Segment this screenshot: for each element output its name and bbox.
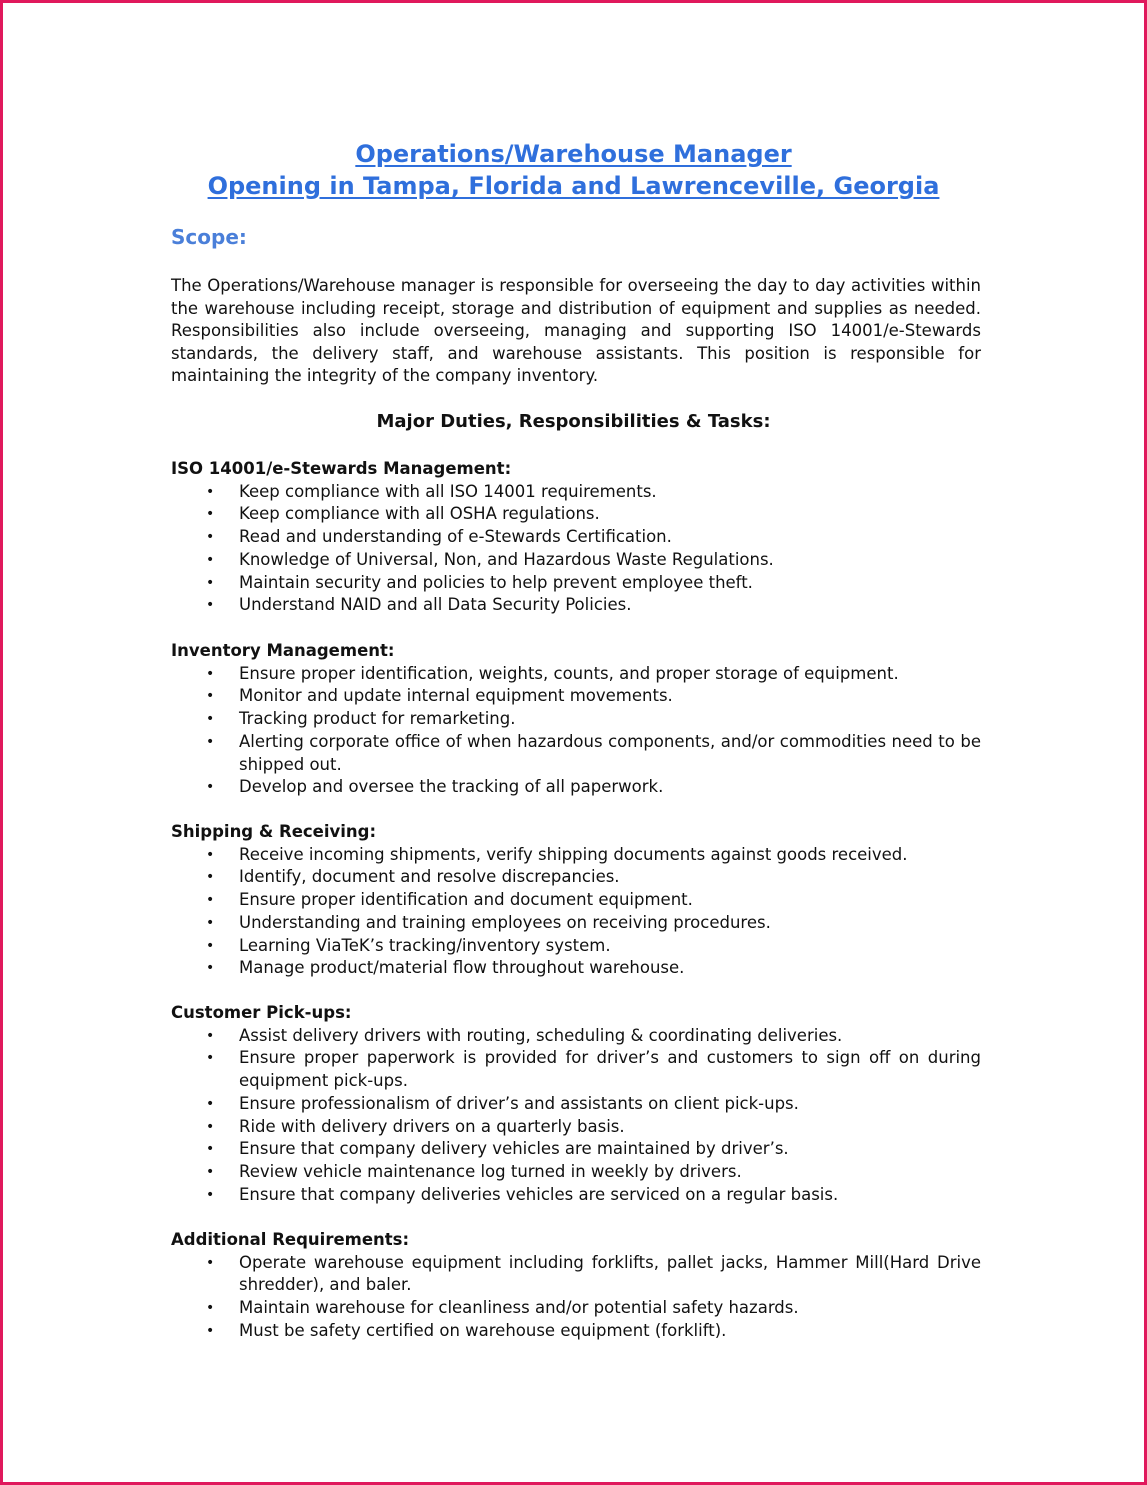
bullet-icon: • bbox=[206, 914, 215, 931]
list-item bbox=[171, 594, 981, 617]
bullet-icon: • bbox=[206, 869, 215, 886]
list-item-text: Ride with delivery drivers on a quarterly basis. bbox=[239, 1116, 625, 1136]
list-item-text: Keep compliance with all ISO 14001 requirements. bbox=[239, 481, 657, 501]
bullet-icon: • bbox=[206, 1163, 215, 1180]
list-item bbox=[171, 866, 981, 889]
list-item-text: Ensure that company deliveries vehicles are serviced on a regular basis. bbox=[239, 1184, 839, 1204]
scope-heading: Scope: bbox=[171, 225, 247, 249]
list-item-text: Identify, document and resolve discrepancies. bbox=[239, 867, 620, 887]
list-item-text: Monitor and update internal equipment movements. bbox=[239, 686, 673, 706]
bullet-icon: • bbox=[206, 892, 215, 909]
bullet-icon: • bbox=[206, 779, 215, 796]
bullet-icon: • bbox=[206, 937, 215, 954]
list-item-text: Must be safety certified on warehouse equipment (forklift). bbox=[239, 1320, 727, 1340]
section-title: Additional Requirements: bbox=[171, 1230, 410, 1249]
bullet-icon: • bbox=[206, 1300, 215, 1317]
list-item bbox=[171, 1184, 981, 1207]
list-item-text: Keep compliance with all OSHA regulations. bbox=[239, 504, 600, 524]
section-additional-requirements bbox=[171, 1229, 981, 1343]
bullet-list bbox=[171, 1252, 981, 1343]
list-item-text: Maintain security and policies to help prevent employee theft. bbox=[239, 572, 753, 592]
bullet-icon: • bbox=[206, 551, 215, 568]
list-item-text: Receive incoming shipments, verify shipping documents against goods received. bbox=[239, 844, 908, 864]
bullet-icon: • bbox=[206, 529, 215, 546]
bullet-icon: • bbox=[206, 1254, 215, 1271]
list-item bbox=[171, 935, 981, 958]
list-item-text: Review vehicle maintenance log turned in weekly by drivers. bbox=[239, 1161, 742, 1181]
list-item bbox=[171, 549, 981, 572]
list-item-text: Ensure that company delivery vehicles are maintained by driver’s. bbox=[239, 1139, 789, 1159]
list-item bbox=[171, 1047, 981, 1092]
list-item bbox=[171, 708, 981, 731]
section-customer-pickups bbox=[171, 1002, 981, 1206]
bullet-icon: • bbox=[206, 597, 215, 614]
section-shipping-receiving bbox=[171, 821, 981, 980]
list-item bbox=[171, 572, 981, 595]
bullet-icon: • bbox=[206, 1095, 215, 1112]
scope-paragraph: The Operations/Warehouse manager is responsible for overseeing the day to day activities within the warehouse including receipt, storage and distribution of equipment and supplies as needed. Responsibilities also include overseeing, managing and supporting ISO 14001/e-Stewards standards, the delivery staff, and warehouse assistants. This position is responsible for maintaining the integrity of the company inventory. bbox=[171, 276, 981, 386]
list-item bbox=[171, 731, 981, 776]
list-item-text: Ensure proper identification, weights, counts, and proper storage of equipment. bbox=[239, 663, 899, 683]
list-item bbox=[171, 526, 981, 549]
list-item-text: Read and understanding of e-Stewards Certification. bbox=[239, 527, 672, 547]
bullet-icon: • bbox=[206, 846, 215, 863]
major-duties-heading: Major Duties, Responsibilities & Tasks: bbox=[376, 411, 771, 432]
bullet-list bbox=[171, 844, 981, 980]
section-iso-management bbox=[171, 458, 981, 617]
list-item-text: Develop and oversee the tracking of all paperwork. bbox=[239, 777, 664, 797]
list-item bbox=[171, 503, 981, 526]
list-item-text: Tracking product for remarketing. bbox=[239, 709, 516, 729]
list-item-text: Operate warehouse equipment including forklifts, pallet jacks, Hammer Mill(Hard Drive shredder), and baler. bbox=[239, 1252, 981, 1295]
list-item bbox=[171, 776, 981, 799]
section-title: Inventory Management: bbox=[171, 641, 395, 660]
section-title: ISO 14001/e-Stewards Management: bbox=[171, 459, 512, 478]
bullet-icon: • bbox=[206, 574, 215, 591]
list-item-text: Understanding and training employees on receiving procedures. bbox=[239, 912, 771, 932]
job-location-title: Opening in Tampa, Florida and Lawrenceville, Georgia bbox=[207, 172, 940, 200]
list-item bbox=[171, 663, 981, 686]
list-item-text: Learning ViaTeK’s tracking/inventory system. bbox=[239, 935, 611, 955]
bullet-icon: • bbox=[206, 1141, 215, 1158]
list-item bbox=[171, 1252, 981, 1297]
list-item bbox=[171, 912, 981, 935]
bullet-list bbox=[171, 663, 981, 799]
bullet-icon: • bbox=[206, 1027, 215, 1044]
bullet-list bbox=[171, 481, 981, 617]
section-inventory-management bbox=[171, 640, 981, 799]
bullet-list bbox=[171, 1025, 981, 1207]
bullet-icon: • bbox=[206, 506, 215, 523]
list-item bbox=[171, 1320, 981, 1343]
bullet-icon: • bbox=[206, 1186, 215, 1203]
bullet-icon: • bbox=[206, 665, 215, 682]
list-item-text: Ensure proper identification and document equipment. bbox=[239, 890, 693, 910]
job-title: Operations/Warehouse Manager bbox=[355, 140, 792, 168]
bullet-icon: • bbox=[206, 960, 215, 977]
list-item bbox=[171, 957, 981, 980]
list-item-text: Alerting corporate office of when hazardous components, and/or commodities need to be shipped out. bbox=[239, 731, 981, 774]
list-item-text: Assist delivery drivers with routing, scheduling & coordinating deliveries. bbox=[239, 1025, 843, 1045]
bullet-icon: • bbox=[206, 711, 215, 728]
list-item-text: Ensure proper paperwork is provided for driver’s and customers to sign off on during equipment pick-ups. bbox=[239, 1048, 981, 1091]
list-item bbox=[171, 1116, 981, 1139]
bullet-icon: • bbox=[206, 1322, 215, 1339]
list-item bbox=[171, 1161, 981, 1184]
list-item-text: Ensure professionalism of driver’s and assistants on client pick-ups. bbox=[239, 1093, 799, 1113]
bullet-icon: • bbox=[206, 733, 215, 750]
list-item bbox=[171, 1297, 981, 1320]
section-title: Customer Pick-ups: bbox=[171, 1003, 352, 1022]
list-item bbox=[171, 844, 981, 867]
list-item-text: Understand NAID and all Data Security Policies. bbox=[239, 595, 632, 615]
list-item-text: Manage product/material flow throughout warehouse. bbox=[239, 958, 685, 978]
list-item bbox=[171, 1025, 981, 1048]
section-title: Shipping & Receiving: bbox=[171, 822, 377, 841]
list-item bbox=[171, 1093, 981, 1116]
list-item bbox=[171, 889, 981, 912]
bullet-icon: • bbox=[206, 1050, 215, 1067]
bullet-icon: • bbox=[206, 1118, 215, 1135]
bullet-icon: • bbox=[206, 688, 215, 705]
list-item-text: Maintain warehouse for cleanliness and/or potential safety hazards. bbox=[239, 1298, 799, 1318]
list-item bbox=[171, 481, 981, 504]
list-item-text: Knowledge of Universal, Non, and Hazardous Waste Regulations. bbox=[239, 549, 774, 569]
bullet-icon: • bbox=[206, 483, 215, 500]
list-item bbox=[171, 1138, 981, 1161]
list-item bbox=[171, 685, 981, 708]
